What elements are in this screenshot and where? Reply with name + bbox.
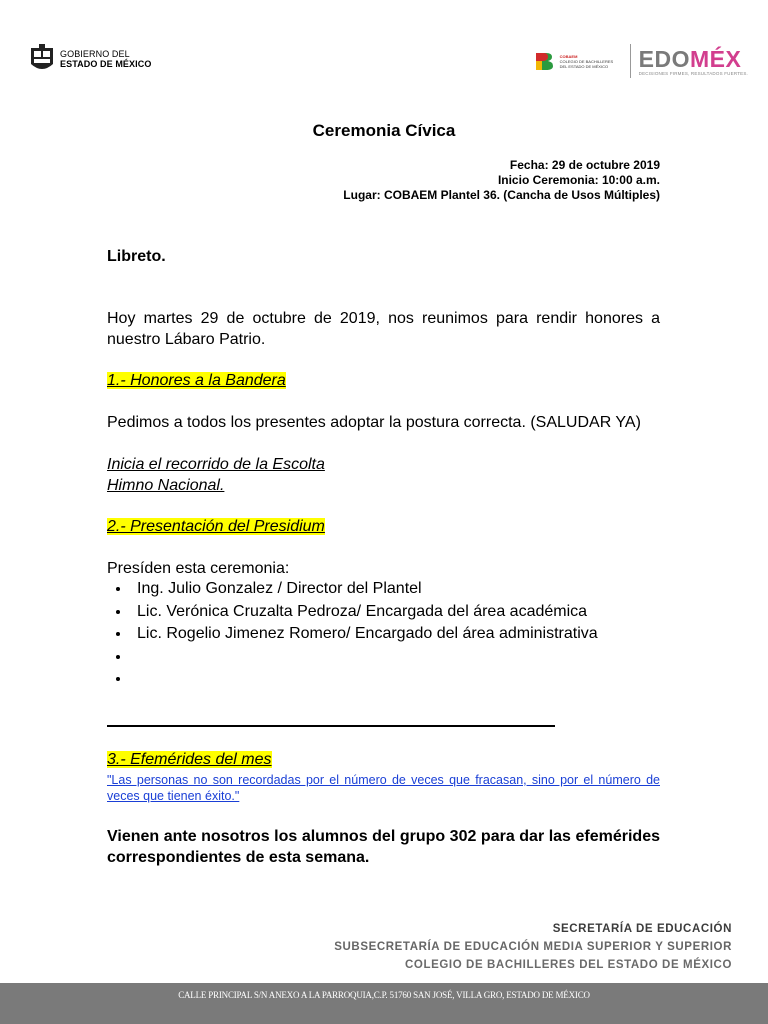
presidium-intro: Presíden esta ceremonia: [107, 560, 290, 577]
footer-line3: COLEGIO DE BACHILLERES DEL ESTADO DE MÉXICO [405, 959, 732, 971]
section-1-himno [107, 475, 660, 496]
footer-line1: SECRETARÍA DE EDUCACIÓN [552, 923, 732, 935]
cobaem-line1: COBAEM [559, 53, 578, 59]
section-3-heading [107, 749, 660, 770]
gob-line2: ESTADO DE MÉXICO [60, 59, 152, 69]
section-2-title: 2.- Presentación del Presidium [107, 518, 325, 535]
section-1-heading [107, 370, 660, 391]
escolta-text: Inicia el recorrido de la Escolta [107, 456, 325, 473]
edomex-word-a: EDO [638, 45, 690, 72]
list-item [131, 668, 671, 691]
cobaem-logo-icon [532, 49, 556, 73]
state-seal-icon [28, 44, 56, 74]
page-title: Ceremonia Cívica [312, 121, 456, 140]
signature-line [107, 725, 555, 727]
section-1-instruction: Pedimos a todos los presentes adoptar la postura correcta. (SALUDAR YA) [107, 414, 641, 431]
section-1-title: 1.- Honores a la Bandera [107, 372, 286, 389]
edomex-logo [639, 47, 748, 76]
footer-address: CALLE PRINCIPAL S/N ANEXO A LA PARROQUIA,C.P. 51760 SAN JOSÉ, VILLA GRO, ESTADO DE MÉXICO [178, 990, 590, 1000]
logo-divider [630, 44, 631, 78]
event-start: Inicio Ceremonia: 10:00 a.m. [497, 173, 660, 187]
header-right-logos [532, 44, 748, 78]
himno-text: Himno Nacional. [107, 477, 225, 494]
list-item: • Lic. Rogelio Jimenez Romero/ Encargado del área administrativa [131, 623, 671, 646]
presidium-list [107, 578, 671, 691]
section-2-heading [107, 516, 660, 537]
cobaem-line2: COLEGIO DE BACHILLERES DEL ESTADO DE MÉXICO [559, 58, 614, 69]
section-3-title: 3.- Efemérides del mes [107, 751, 272, 768]
intro-paragraph: Hoy martes 29 de octubre de 2019, nos reunimos para rendir honores a nuestro Lábaro Patrio. [107, 310, 660, 348]
quote-link[interactable]: "Las personas no son recordadas por el número de veces que fracasan, sino por el número de veces que tienen éxito." [107, 773, 660, 803]
edomex-tagline: DECISIONES FIRMES, RESULTADOS FUERTES. [638, 70, 748, 76]
footer-line2: SUBSECRETARÍA DE EDUCACIÓN MEDIA SUPERIOR Y SUPERIOR [334, 941, 732, 953]
list-item [131, 646, 671, 669]
section-1-escolta [107, 454, 660, 475]
list-item: • Lic. Verónica Cruzalta Pedroza/ Encargada del área académica [131, 601, 671, 624]
footer-institution [316, 920, 732, 974]
libreto-heading: Libreto. [107, 248, 166, 265]
event-date: Fecha: 29 de octubre 2019 [509, 158, 660, 172]
gob-line1: GOBIERNO DEL [60, 49, 130, 59]
list-item: • Ing. Julio Gonzalez / Director del Plantel [131, 578, 671, 601]
event-place: Lugar: COBAEM Plantel 36. (Cancha de Usos Múltiples) [343, 188, 660, 202]
event-details [343, 158, 660, 203]
edomex-word-b: MÉX [689, 45, 742, 72]
gobierno-logo [28, 44, 151, 74]
closing-paragraph: Vienen ante nosotros los alumnos del grupo 302 para dar las efemérides correspondientes de esta semana. [107, 828, 660, 866]
